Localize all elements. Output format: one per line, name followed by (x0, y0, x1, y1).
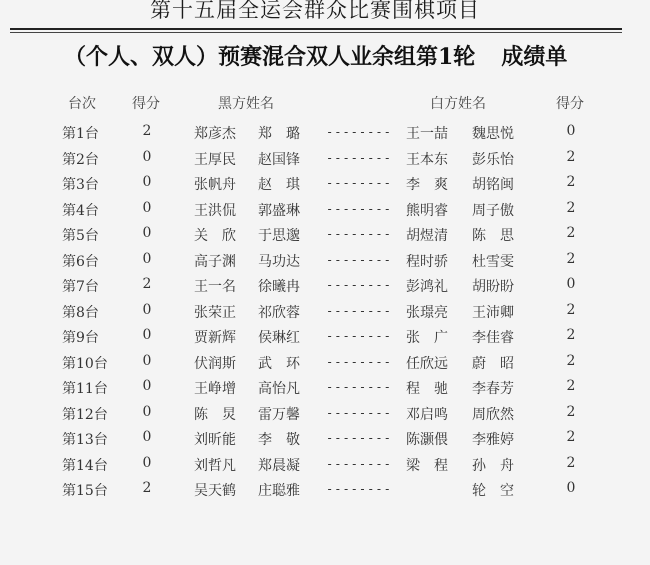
black-score: 0 (142, 429, 152, 445)
black-player-2: 赵 琪 (258, 177, 300, 193)
table-number: 第8台 (62, 304, 99, 321)
col-header-white-names: 白方姓名 (430, 96, 486, 112)
black-score: 0 (142, 454, 152, 471)
black-player-1: 张荣正 (194, 304, 236, 321)
table-row (0, 251, 650, 276)
white-player-2: 胡铭闽 (472, 177, 514, 193)
white-score: 2 (566, 301, 576, 318)
page-title (64, 40, 644, 71)
black-score: 0 (142, 403, 152, 420)
row-separator: -------- (326, 278, 392, 292)
black-player-2: 庄聪雅 (258, 483, 300, 499)
table-number: 第9台 (62, 330, 99, 346)
black-player-1: 郑彦杰 (194, 126, 236, 142)
row-separator: -------- (326, 354, 392, 369)
black-score: 0 (142, 199, 152, 216)
row-separator: -------- (326, 303, 392, 318)
title-rule-thin (10, 32, 622, 33)
row-separator: -------- (326, 405, 392, 420)
subtitle-main: （个人、双人）预赛混合双人业余组第1轮 (64, 44, 476, 70)
white-score: 2 (566, 148, 576, 165)
col-header-table: 台次 (68, 96, 96, 112)
black-player-1: 高子渊 (194, 253, 236, 270)
black-player-2: 徐曦冉 (258, 279, 300, 295)
row-separator: -------- (326, 176, 392, 190)
black-player-2: 侯琳红 (258, 330, 300, 346)
table-row (0, 123, 650, 148)
white-score: 2 (566, 403, 576, 420)
white-score: 2 (566, 250, 576, 267)
white-score: 0 (566, 276, 576, 292)
white-score: 0 (566, 123, 576, 139)
table-row (0, 455, 650, 480)
white-score: 2 (566, 454, 576, 471)
black-score: 0 (142, 327, 152, 343)
white-player-2: 王沛卿 (472, 304, 514, 321)
white-player-2: 陈 思 (472, 228, 514, 244)
row-separator: -------- (326, 150, 392, 165)
col-header-white-score: 得分 (556, 96, 584, 112)
table-number: 第10台 (62, 355, 108, 372)
white-player-1: 陈灏偎 (406, 432, 448, 448)
black-player-2: 雷万馨 (258, 406, 300, 423)
black-player-2: 郑 璐 (258, 126, 300, 142)
black-player-2: 赵国锋 (258, 151, 300, 168)
white-player-1: 熊明睿 (406, 202, 448, 219)
white-player-1: 李 爽 (406, 177, 448, 193)
white-player-1: 程时骄 (406, 253, 448, 270)
black-score: 0 (142, 352, 152, 369)
row-separator: -------- (326, 201, 392, 216)
row-separator: -------- (326, 227, 392, 241)
row-separator: -------- (326, 456, 392, 471)
black-player-2: 祁欣蓉 (258, 304, 300, 321)
white-player-1: 胡煜清 (406, 228, 448, 244)
row-separator: -------- (326, 329, 392, 343)
white-player-1: 梁 程 (406, 457, 448, 474)
subtitle-tail: 成绩单 (501, 44, 568, 70)
black-score: 2 (142, 480, 152, 496)
table-number: 第15台 (62, 483, 108, 499)
black-player-2: 于思邈 (258, 228, 300, 244)
black-score: 0 (142, 174, 152, 190)
row-separator: -------- (326, 380, 392, 394)
black-score: 0 (142, 378, 152, 394)
table-row (0, 378, 650, 403)
black-player-2: 高怡凡 (258, 381, 300, 397)
table-number: 第7台 (62, 279, 99, 295)
white-score: 2 (566, 225, 576, 241)
table-number: 第2台 (62, 151, 99, 168)
white-player-1: 邓启鸣 (406, 406, 448, 423)
white-score: 2 (566, 327, 576, 343)
white-player-2: 轮 空 (472, 483, 514, 499)
black-player-1: 关 欣 (194, 228, 236, 244)
black-player-1: 贾新辉 (194, 330, 236, 346)
black-player-1: 王厚民 (194, 151, 236, 168)
table-row (0, 225, 650, 250)
black-score: 0 (142, 250, 152, 267)
table-number: 第5台 (62, 228, 99, 244)
col-header-black-score: 得分 (132, 96, 160, 112)
table-number: 第12台 (62, 406, 108, 423)
black-player-1: 张帆舟 (194, 177, 236, 193)
black-player-1: 吴天鹤 (194, 483, 236, 499)
white-player-2: 杜雪雯 (472, 253, 514, 270)
table-row (0, 149, 650, 174)
white-player-1: 王一喆 (406, 126, 448, 142)
white-player-2: 周子傲 (472, 202, 514, 219)
table-row (0, 327, 650, 352)
black-player-1: 陈 炅 (194, 406, 236, 423)
black-score: 0 (142, 148, 152, 165)
black-score: 0 (142, 225, 152, 241)
white-player-2: 彭乐怡 (472, 151, 514, 168)
table-row (0, 200, 650, 225)
table-row (0, 480, 650, 505)
white-player-1: 程 驰 (406, 381, 448, 397)
white-player-1: 张璟亮 (406, 304, 448, 321)
row-separator: -------- (326, 431, 392, 445)
row-separator: -------- (326, 252, 392, 267)
white-player-2: 孙 舟 (472, 457, 514, 474)
black-player-1: 王洪侃 (194, 202, 236, 219)
table-row (0, 429, 650, 454)
white-score: 0 (566, 480, 576, 496)
black-player-1: 王峥增 (194, 381, 236, 397)
black-player-2: 武 环 (258, 355, 300, 372)
table-number: 第11台 (62, 381, 108, 397)
black-player-2: 李 敬 (258, 432, 300, 448)
event-title: 第十五届全运会群众比赛围棋项目 (150, 0, 480, 22)
black-player-1: 刘昕能 (194, 432, 236, 448)
title-rule (10, 28, 622, 30)
white-score: 2 (566, 378, 576, 394)
white-score: 2 (566, 174, 576, 190)
white-player-2: 李佳睿 (472, 330, 514, 346)
white-player-1: 张 广 (406, 330, 448, 346)
white-score: 2 (566, 352, 576, 369)
white-player-1: 任欣远 (406, 355, 448, 372)
white-score: 2 (566, 199, 576, 216)
white-player-1: 彭鸿礼 (406, 279, 448, 295)
black-player-2: 马功达 (258, 253, 300, 270)
white-player-2: 蔚 昭 (472, 355, 514, 372)
table-number: 第4台 (62, 202, 99, 219)
white-player-2: 周欣然 (472, 406, 514, 423)
table-row (0, 174, 650, 199)
table-row (0, 302, 650, 327)
table-number: 第6台 (62, 253, 99, 270)
black-player-1: 王一名 (194, 279, 236, 295)
table-row (0, 404, 650, 429)
white-player-1: 王本东 (406, 151, 448, 168)
table-row (0, 276, 650, 301)
table-number: 第13台 (62, 432, 108, 448)
white-score: 2 (566, 429, 576, 445)
row-separator: -------- (326, 482, 392, 496)
table-number: 第3台 (62, 177, 99, 193)
white-player-2: 胡盼盼 (472, 279, 514, 295)
black-score: 2 (142, 123, 152, 139)
white-player-2: 李春芳 (472, 381, 514, 397)
black-player-2: 郑晨凝 (258, 457, 300, 474)
row-separator: -------- (326, 125, 392, 139)
black-score: 2 (142, 276, 152, 292)
white-player-2: 魏思悦 (472, 126, 514, 142)
black-player-2: 郭盛琳 (258, 202, 300, 219)
black-player-1: 伏润斯 (194, 355, 236, 372)
table-row (0, 353, 650, 378)
col-header-black-names: 黑方姓名 (218, 96, 274, 112)
table-number: 第1台 (62, 126, 99, 142)
black-score: 0 (142, 301, 152, 318)
table-number: 第14台 (62, 457, 108, 474)
black-player-1: 刘哲凡 (194, 457, 236, 474)
white-player-2: 李雅婷 (472, 432, 514, 448)
